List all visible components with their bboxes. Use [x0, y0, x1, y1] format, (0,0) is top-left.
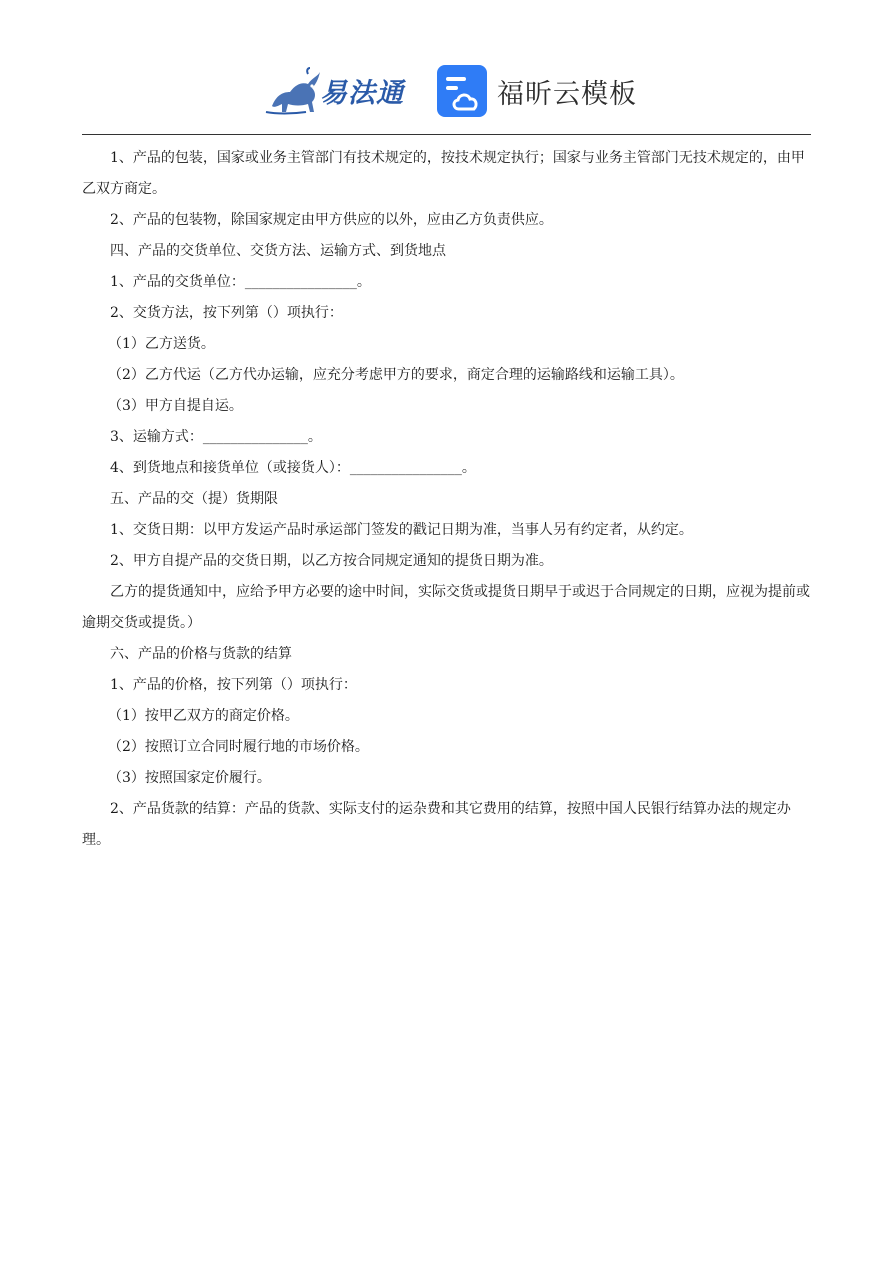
- list-item: （2）按照订立合同时履行地的市场价格。: [108, 739, 369, 755]
- yifatong-logo-text: 易法通: [320, 77, 404, 109]
- header-divider: [82, 134, 811, 135]
- paragraph-destination: 4、到货地点和接货单位（或接货人）：________________。: [110, 460, 476, 476]
- paragraph-packaging-materials: 2、产品的包装物，除国家规定由甲方供应的以外，应由乙方负责供应。: [110, 212, 553, 228]
- fuxin-logo-text: 福昕云模板: [497, 78, 637, 110]
- list-item: （2）乙方代运（乙方代办运输，应充分考虑甲方的要求，商定合理的运输路线和运输工具）。: [108, 367, 684, 383]
- page-header: [0, 0, 893, 136]
- section-heading-price: 六、产品的价格与货款的结算: [110, 646, 292, 662]
- list-item: （1）乙方送货。: [108, 336, 215, 352]
- paragraph-delivery-method: 2、交货方法，按下列第（）项执行：: [110, 305, 343, 321]
- yifatong-logo: [262, 62, 414, 118]
- cloud-document-icon: [437, 65, 487, 117]
- list-item: （3）甲方自提自运。: [108, 398, 243, 414]
- document-body: [82, 143, 812, 856]
- fuxin-logo: [437, 65, 637, 117]
- list-item: （1）按甲乙双方的商定价格。: [108, 708, 299, 724]
- paragraph-delivery-date: 1、交货日期：以甲方发运产品时承运部门签发的戳记日期为准，当事人另有约定者，从约定。: [110, 522, 693, 538]
- paragraph-transport-mode: 3、运输方式：_______________。: [110, 429, 322, 445]
- section-heading-delivery: 四、产品的交货单位、交货方法、运输方式、到货地点: [110, 243, 446, 259]
- paragraph-price-method: 1、产品的价格，按下列第（）项执行：: [110, 677, 357, 693]
- list-item: （3）按照国家定价履行。: [108, 770, 271, 786]
- paragraph-pickup-date: 2、甲方自提产品的交货日期，以乙方按合同规定通知的提货日期为准。: [110, 553, 553, 569]
- paragraph-pickup-notice: 乙方的提货通知中，应给予甲方必要的途中时间，实际交货或提货日期早于或迟于合同规定的日期，应视为提前或逾期交货或提货。）: [82, 584, 810, 631]
- qilin-icon: [262, 62, 326, 118]
- section-heading-delivery-period: 五、产品的交（提）货期限: [110, 491, 278, 507]
- paragraph-settlement: 2、产品货款的结算：产品的货款、实际支付的运杂费和其它费用的结算，按照中国人民银行结算办法的规定办理。: [82, 801, 791, 848]
- paragraph-packaging: 1、产品的包装，国家或业务主管部门有技术规定的，按技术规定执行；国家与业务主管部门无技术规定的，由甲乙双方商定。: [82, 150, 805, 197]
- paragraph-delivery-unit: 1、产品的交货单位：________________。: [110, 274, 371, 290]
